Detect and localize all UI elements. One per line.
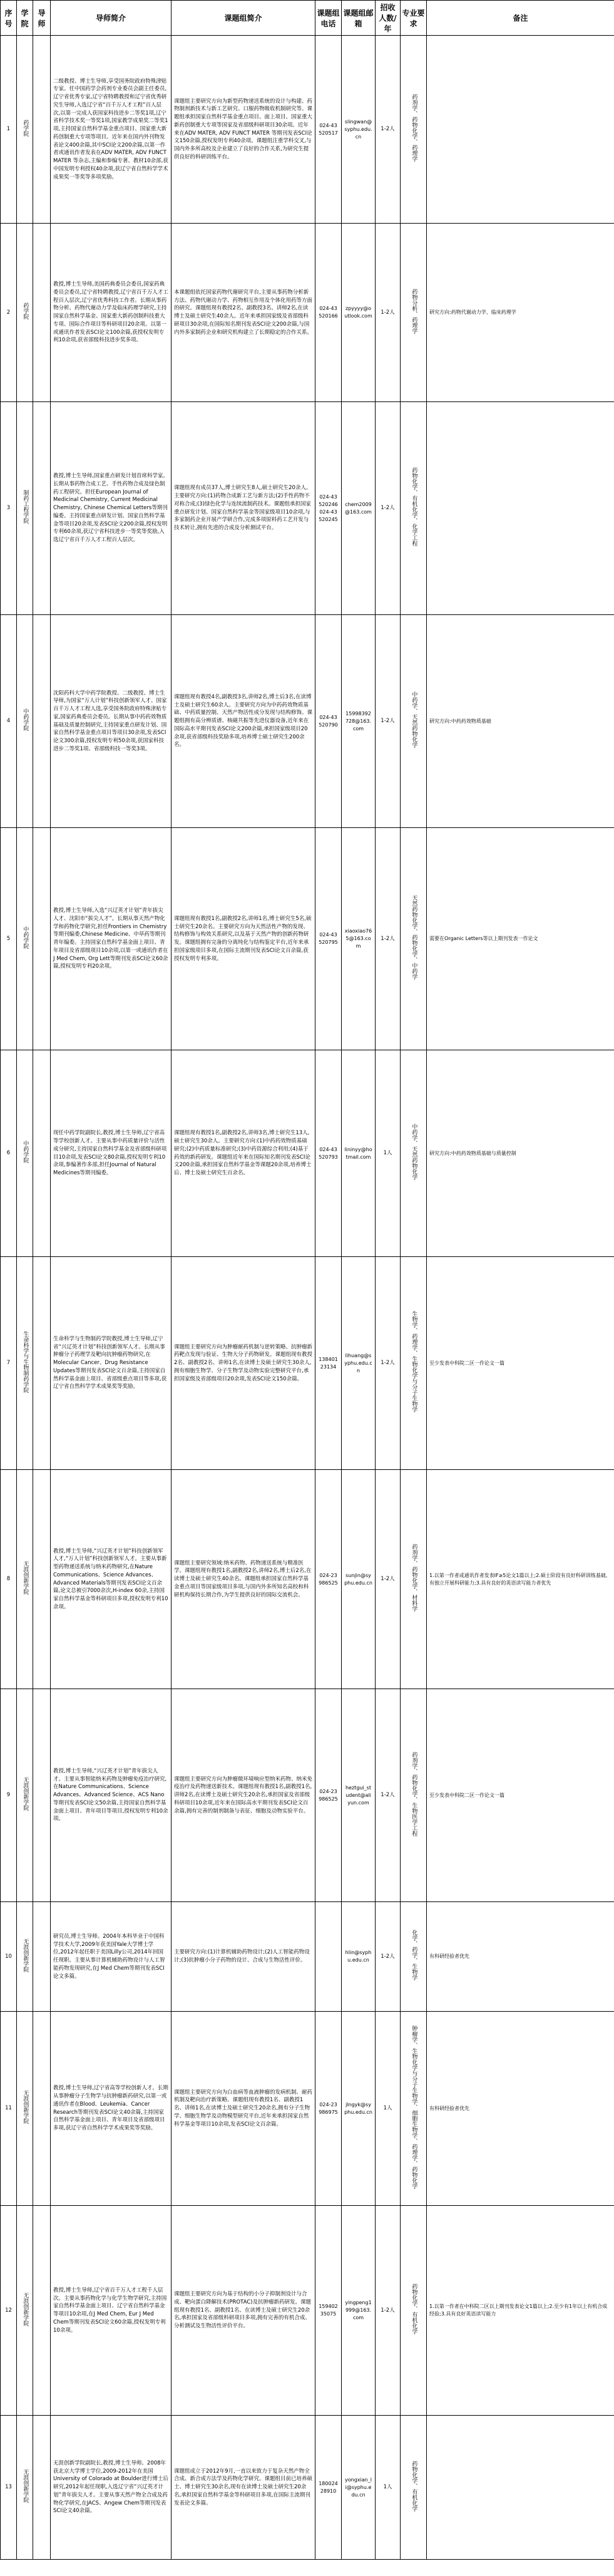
- row-college: 无涯创新学院: [22, 1777, 29, 1811]
- row-group-intro: 课题组现有成员37人,博士研究生8人,硕士研究生20余人。主要研究方向:(1)药物合成新工艺与新方法;(2)手性药物不对称合成;(3)绿色化学与连续流制药技术。课题组承担国家重点研发计划、国家自然科学基金等国家级项目10余项,与多家制药企业开展产学研合作,完成多项原料药工艺开发与技术转让,拥有先进的合成及分析测试平台。: [171, 402, 315, 615]
- row-major: 天然药物化学、药物化学、中药学: [411, 895, 417, 980]
- header-phone: 课题组电话: [315, 1, 342, 36]
- row-college-cell: [17, 2012, 33, 2206]
- row-major: 药剂学、药物化学、材料学: [411, 1544, 417, 1612]
- row-college-cell: [17, 1902, 33, 2012]
- row-advisor-intro: 生命科学与生物制药学院教授,博士生导师,辽宁省“兴辽英才计划”科技创新领军人才。长期从事肿瘤分子药理学及靶向抗肿瘤药物研究,在Molecular Cancer、Drug Resistance Updates等期刊发表SCI论文百余篇,主持国家自然科学基金面上项目、省部级重点项目等多项,获辽宁省自然科学学术成果奖等奖励。: [51, 1257, 171, 1470]
- row-note: 研究方向:中药药效物质基础与质量控制: [427, 1050, 614, 1257]
- table-row: [1, 224, 614, 402]
- row-college-cell: [17, 2416, 33, 2560]
- row-college-cell: [17, 1050, 33, 1257]
- row-advisor-cell: [33, 1470, 51, 1689]
- table-row: [1, 2416, 614, 2560]
- row-note: [427, 402, 614, 615]
- header-advisor-intro: 导师简介: [51, 1, 171, 36]
- row-college-cell: [17, 615, 33, 828]
- row-group-intro: 主要研究方向:(1)计算机辅助药物设计;(2)人工智能药物设计;(3)抗肿瘤小分子药物的设计、合成与生物活性评价。: [171, 1902, 315, 2012]
- row-note: 研究方向:药物代谢动力学、临床药理学: [427, 224, 614, 402]
- header-note: 备注: [427, 1, 614, 36]
- row-major-cell: [401, 615, 427, 828]
- header-row: [1, 1, 614, 36]
- table-body: [1, 36, 614, 2560]
- row-note: [427, 2416, 614, 2560]
- row-college: 中药学院: [22, 926, 29, 949]
- row-college: 中药学院: [22, 1141, 29, 1164]
- row-phone: 024-43520166: [315, 224, 342, 402]
- row-major-cell: [401, 36, 427, 224]
- row-college: 无涯创新学院: [22, 1938, 29, 1972]
- row-email: slingwan@syphu.edu.cn: [342, 36, 376, 224]
- row-quota: 1人: [376, 2416, 401, 2560]
- row-quota: 1-2人: [376, 1902, 401, 2012]
- row-major-cell: [401, 1257, 427, 1470]
- row-email: hlin@syphu.edu.cn: [342, 1902, 376, 2012]
- row-note: 有科研经验者优先: [427, 1902, 614, 2012]
- row-advisor-cell: [33, 2012, 51, 2206]
- row-number: 9: [1, 1689, 17, 1902]
- row-quota: 1人: [376, 2012, 401, 2206]
- row-college: 药学院: [22, 303, 29, 320]
- row-major-cell: [401, 2012, 427, 2206]
- row-major: 生物学、药理学、生物化学与分子生物学: [411, 1311, 417, 1413]
- row-note: 有科研经验者优先: [427, 2012, 614, 2206]
- row-quota: 1-2人: [376, 36, 401, 224]
- row-advisor-intro: 教授,博士生导师,国家重点研发计划首席科学家。长期从事药物合成工艺、手性药物合成及绿色制药工程研究。担任European Journal of Medicinal Chemistry, Current Medicinal Chemistry, Chinese Chemical Letters等期刊编委。主持国家重点研发计划、国家自然科学基金等项目20余项,发表SCI论文200余篇,授权发明专利60余项,获辽宁省科技进步一等奖等奖励,入选辽宁省百千万人才工程百人层次。: [51, 402, 171, 615]
- row-quota: 1-2人: [376, 615, 401, 828]
- table-row: [1, 1050, 614, 1257]
- table-row: [1, 36, 614, 224]
- row-major: 肿瘤学、生物化学与分子生物学、细胞生物学、药理学、药物化学: [411, 2025, 417, 2189]
- row-phone: 024-43520246 024-43520245: [315, 402, 342, 615]
- row-advisor-intro: 研究员,博士生导师。2004年本科毕业于中国科学技术大学,2009年获美国Yale大学博士学位,2012年起任职于美国Lilly公司,2014年回国任现职。主要从事计算机辅助药物设计与人工智能药物发现研究,在J Med Chem等期刊发表SCI论文多篇。: [51, 1902, 171, 2012]
- row-advisor-cell: [33, 1257, 51, 1470]
- row-group-intro: 课题组主要研究方向为白血病等血液肿瘤的发病机制、耐药机制及靶向治疗新策略。课题组现有教授1名、副教授1名、讲师1名,在读博士及硕士研究生20余名,拥有分子生物学、细胞生物学及动物模型研究平台,近年来承担国家自然科学基金等项目10余项,发表SCI论文百余篇。: [171, 2012, 315, 2206]
- row-email: sunjin@syphu.edu.cn: [342, 1470, 376, 1689]
- row-advisor-intro: 现任中药学院副院长,教授,博士生导师,辽宁省高等学校创新人才。主要从事中药质量评价与活性成分研究,主持国家自然科学基金及省部级科研项目10余项,发表SCI论文80余篇,授权发明专利10余项,参编著作多部,担任Journal of Natural Medicines等期刊编委。: [51, 1050, 171, 1257]
- table-row: [1, 1470, 614, 1689]
- row-advisor-cell: [33, 1050, 51, 1257]
- row-group-intro: 课题组成立于2012年9月,一直以来致力于复杂天然产物全合成、新合成方法学及药物化学研究。课题组目前已培养硕士、博士研究生30余名,现有在读博士及硕士研究生20余名,承担国家自然科学基金等科研项目多项,在国际主流期刊发表论文多篇。: [171, 2416, 315, 2560]
- row-advisor-intro: 教授,博士生导师,“兴辽英才计划”青年拔尖人才。主要从事智能纳米药物及肿瘤免疫治疗研究,在Nature Communications、Science Advances、Advanced Science、ACS Nano等期刊发表SCI论文50余篇,主持国家自然科学基金面上项目、青年项目等项目,授权发明专利10余项。: [51, 1689, 171, 1902]
- row-advisor-intro: 教授,博士生导师,辽宁省高等学校创新人才。长期从事肿瘤分子生物学与抗肿瘤新药研究,以第一或通讯作者在Blood、Leukemia、Cancer Research等期刊发表SCI论文40余篇,主持国家自然科学基金面上项目、青年项目及省部级项目多项,获辽宁省自然科学学术成果奖等奖励。: [51, 2012, 171, 2206]
- row-major-cell: [401, 828, 427, 1050]
- row-advisor-intro: 沈阳药科大学中药学院教授、二级教授、博士生导师,为国家“万人计划”科技创新领军人才、国家百千万人才工程人选,享受国务院政府特殊津贴专家,国家药典委员会委员。长期从事中药药效物质基础及质量控制研究,主持国家重点研发计划、国家自然科学基金重点项目等项目30余项,发表SCI论文300余篇,授权发明专利50余项,获国家科技进步二等奖1项、省部级科技一等奖3项。: [51, 615, 171, 828]
- row-group-intro: 课题组现有教授1名,副教授2名,讲师1名,博士研究生5名,硕士研究生20余名。主要研究方向为天然活性产物的发现、结构修饰与构效关系研究,以及基于天然产物的创新药物研发。课题组拥有完备的分离纯化与结构鉴定平台,近年来承担国家级项目多项,在国际主流期刊发表SCI论文百余篇,获授权发明专利多项。: [171, 828, 315, 1050]
- row-number: 7: [1, 1257, 17, 1470]
- row-quota: 1-2人: [376, 402, 401, 615]
- row-major: 中药学、天然药物化学: [411, 1124, 417, 1181]
- row-email: zpyyyy@outlook.com: [342, 224, 376, 402]
- row-phone: 15940235075: [315, 2206, 342, 2416]
- row-phone: 024-43520790: [315, 615, 342, 828]
- row-college-cell: [17, 828, 33, 1050]
- row-quota: 1-2人: [376, 1689, 401, 1902]
- row-number: 10: [1, 1902, 17, 2012]
- row-college: 无涯创新学院: [22, 2090, 29, 2124]
- row-phone: 024-43520793: [315, 1050, 342, 1257]
- header-advisor: 导师: [33, 1, 51, 36]
- header-major: 专业要求: [401, 1, 427, 36]
- row-number: 8: [1, 1470, 17, 1689]
- row-phone: 024-23986975: [315, 2012, 342, 2206]
- row-group-intro: 课题组主要研究方向为肿瘤耐药机制与逆转策略、抗肿瘤新药靶点发现与验证、生物大分子药物研发。课题组现有教授2名、副教授2名、讲师1名,在读博士及硕士研究生30余人,拥有细胞生物学、分子生物学及动物实验完整研究平台,承担国家级及省部级项目20余项,发表SCI论文150余篇。: [171, 1257, 315, 1470]
- row-advisor-cell: [33, 402, 51, 615]
- row-number: 11: [1, 2012, 17, 2206]
- row-quota: 1-2人: [376, 224, 401, 402]
- row-college: 无涯创新学院: [22, 1561, 29, 1595]
- row-advisor-cell: [33, 828, 51, 1050]
- row-major: 化学、药学、生物学: [411, 1930, 417, 1981]
- row-group-intro: 课题组主要研究方向为基于结构的小分子抑制剂设计与合成、靶向蛋白降解技术(PROTAC)及抗肿瘤新药研发。课题组现有教授1名、副教授1名、在读博士及硕士研究生20余名,承担国家及省部级科研项目多项,拥有完善的有机合成、分析测试及生物活性评价平台。: [171, 2206, 315, 2416]
- row-phone: 024-23986525: [315, 1689, 342, 1902]
- row-major: 药剂学、药物化学、药理学: [411, 94, 417, 162]
- row-note: 1.以第一作者或通讯作者发表IF≥5论文1篇以上;2.硕士阶段有良好科研训练基础,有独立开展科研能力;3.具有良好的英语读写能力者优先: [427, 1470, 614, 1689]
- row-college: 无涯创新学院: [22, 2292, 29, 2326]
- row-quota: 1-2人: [376, 1257, 401, 1470]
- row-major-cell: [401, 224, 427, 402]
- row-note: [427, 36, 614, 224]
- row-number: 12: [1, 2206, 17, 2416]
- row-advisor-cell: [33, 36, 51, 224]
- row-email: heztgui_student@aliyun.com: [342, 1689, 376, 1902]
- row-major-cell: [401, 1470, 427, 1689]
- row-college: 无涯创新学院: [22, 2469, 29, 2503]
- row-major-cell: [401, 1050, 427, 1257]
- row-group-intro: 本课题组依托国家药物代谢研究平台,主要从事药物分析新方法、药物代谢动力学、药物相互作用及个体化用药等方面的研究。课题组现有教授2名、副教授3名、讲师2名,在读博士及硕士研究生40余人。近年来承担国家级及省部级科研项目30余项,在国际知名期刊发表SCI论文200余篇,与国内外多家制药企业和研究机构建立了长期稳定的合作关系。: [171, 224, 315, 402]
- header-no: 序号: [1, 1, 17, 36]
- table-row: [1, 2012, 614, 2206]
- table-row: [1, 2206, 614, 2416]
- row-major: 药剂学、药物化学、生物医学工程: [411, 1751, 417, 1836]
- row-quota: 1人: [376, 1050, 401, 1257]
- row-major-cell: [401, 2206, 427, 2416]
- row-email: yingpeng1999@163.com: [342, 2206, 376, 2416]
- row-group-intro: 课题组主要研究方向为新型药物递送系统的设计与构建、药物制剂新技术与新工艺研究、口服药物吸收机制研究等。课题组承担国家自然科学基金重点项目、面上项目、国家重大新药创制重大专项等国家及省部级科研项目30余项。近年来在ADV MATER, ADV FUNCT MATER 等期刊发表SCI论文150余篇,授权发明专利40余项。课题组注重学科交叉,与国内外多所高校及企业建立了良好的合作关系,为研究生提供良好的科研训练平台。: [171, 36, 315, 224]
- row-number: 1: [1, 36, 17, 224]
- row-college-cell: [17, 224, 33, 402]
- row-advisor-cell: [33, 2416, 51, 2560]
- header-quota: 招收人数/年: [376, 1, 401, 36]
- row-advisor-cell: [33, 1902, 51, 2012]
- header-group-intro: 课题组简介: [171, 1, 315, 36]
- row-number: 3: [1, 402, 17, 615]
- row-number: 6: [1, 1050, 17, 1257]
- row-number: 5: [1, 828, 17, 1050]
- row-quota: 1-2人: [376, 1470, 401, 1689]
- row-advisor-intro: 教授,博士生导师,美国药典委员会委员,国家药典委员会委员,辽宁省特聘教授,辽宁省百千万人才工程百人层次,辽宁省优秀科技工作者。长期从事药物分析、药物代谢动力学及临床药理学研究,主持国家自然科学基金、国家重大新药创制科技重大专项、国际合作项目等科研项目20余项。以第一或通讯作者发表SCI论文100余篇,获授权发明专利10余项,获省部级科技进步奖多项。: [51, 224, 171, 402]
- table-row: [1, 615, 614, 828]
- row-college-cell: [17, 2206, 33, 2416]
- table-row: [1, 1902, 614, 2012]
- row-advisor-cell: [33, 615, 51, 828]
- row-phone: 18002428910: [315, 2416, 342, 2560]
- row-group-intro: 课题组主要研究领域:纳米药物、药物递送系统与精准医学。课题组现有教授1名,副教授2名,讲师2名,博士后2名,在读博士及硕士研究生40余名。课题组承担国家自然科学基金重点项目等国家级项目多项,与国内外多所知名高校和科研机构保持长期合作,为学生提供良好的国际交流机会。: [171, 1470, 315, 1689]
- row-advisor-intro: 教授,博士生导师,入选“兴辽英才计划”青年拔尖人才、沈阳市“拔尖人才”。长期从事天然产物化学和药物化学研究,担任Frontiers in Chemistry等期刊编委,Chinese Medicine、中草药等期刊青年编委。主持国家自然科学基金面上项目、青年项目及省部级项目10余项,以第一或通讯作者在J Med Chem, Org Lett等期刊发表SCI论文60余篇,授权发明专利20余项。: [51, 828, 171, 1050]
- row-email: lihuang@syphu.edu.cn: [342, 1257, 376, 1470]
- row-number: 13: [1, 2416, 17, 2560]
- row-email: chem2009@163.com: [342, 402, 376, 615]
- row-note: 至少发表中科院二区一作论文一篇: [427, 1257, 614, 1470]
- row-note: 研究方向:中药药效物质基础: [427, 615, 614, 828]
- table-row: [1, 1257, 614, 1470]
- table-row: [1, 828, 614, 1050]
- table-row: [1, 1689, 614, 1902]
- header-college: 学院: [17, 1, 33, 36]
- row-college-cell: [17, 1689, 33, 1902]
- row-major-cell: [401, 1689, 427, 1902]
- row-major: 药物分析、药理学: [411, 288, 417, 334]
- row-phone: 024-23986525: [315, 1470, 342, 1689]
- row-group-intro: 课题组主要研究方向为肿瘤微环境响应型纳米药物、纳米免疫治疗及药物递送新技术。课题组现有教授1名,副教授1名,讲师2名,在读博士及硕士研究生20余名,承担国家及省部级科研项目10余项,近年来在国际高水平期刊发表SCI论文百余篇,拥有完善的制剂制备与表征、细胞及动物实验平台。: [171, 1689, 315, 1902]
- row-note: 至少发表中科院二区一作论文一篇: [427, 1689, 614, 1902]
- row-group-intro: 课题组现有教授4名,副教授3名,讲师2名,博士后3名,在读博士及硕士研究生60余人。主要研究方向为中药药效物质基础、中药质量控制、天然产物活性成分发现与结构修饰。课题组拥有高分辨质谱、核磁共振等先进仪器设备,近年来在国际高水平期刊发表SCI论文200余篇,承担国家级项目20余项,获省部级科技奖励多项,培养博士硕士研究生200余名。: [171, 615, 315, 828]
- row-advisor-intro: 二级教授、博士生导师,享受国务院政府特殊津贴专家。任中国药学会药剂专业委员会副主任委员,辽宁省优秀专家,辽宁省特聘教授和辽宁省优秀研究生导师,入选辽宁省“百千万人才工程”百人层次,以第一完成人获国家科技进步二等奖1项,辽宁省科学技术奖一等奖1项,国家教学成果奖二等奖1项,主持国家自然科学基金重点项目、国家重大新药创制重大专项等项目。近年来在国内外刊物发表论文400余篇,其中SCI论文200余篇,以第一作者或通讯作者发表在ADV MATER, ADV FUNCT MATER 等杂志,主编和参编专著、教材10余部,获中国发明专利授权40余项,获辽宁省自然科学学术成果奖一等奖等多项奖励。: [51, 36, 171, 224]
- row-advisor-intro: 无涯创新学院副院长,教授,博士生导师。2008年获北京大学博士学位,2009-2012年在美国University of Colorado at Boulder进行博士后研究,2012年起任现职,入选辽宁省“兴辽英才计划”青年拔尖人才。主要从事天然产物全合成及药物化学研究,在JACS、Angew Chem等期刊发表SCI论文40余篇。: [51, 2416, 171, 2560]
- row-college-cell: [17, 1470, 33, 1689]
- row-advisor-intro: 教授,博士生导师,“兴辽英才计划”科技创新领军人才,“万人计划”科技创新领军人才。主要从事新型药物递送系统与纳米药物研究,在Nature Communications、Science Advances、Advanced Materials等期刊发表SCI论文百余篇,论文总被引7000余次,H-index 60余,主持国家自然科学基金等科研项目多项,授权发明专利10余项。: [51, 1470, 171, 1689]
- header-email: 课题组邮箱: [342, 1, 376, 36]
- row-major: 药物化学、有机化学、化学工程: [411, 467, 417, 547]
- row-number: 2: [1, 224, 17, 402]
- row-advisor-intro: 教授,博士生导师,辽宁省百千万人才工程千人层次。主要从事药物化学与化学生物学研究,主持国家自然科学基金面上项目、辽宁省自然科学基金等项目10余项,在J Med Chem, Eur J Med Chem等期刊发表SCI论文60余篇,授权发明专利10余项。: [51, 2206, 171, 2416]
- row-major: 药物化学、有机化学: [411, 2460, 417, 2511]
- row-phone: [315, 1902, 342, 2012]
- row-college: 药学院: [22, 119, 29, 137]
- row-number: 4: [1, 615, 17, 828]
- row-college: 制药工程学院: [22, 490, 29, 524]
- row-email: jlngyk@syphu.edu.cn: [342, 2012, 376, 2206]
- row-advisor-cell: [33, 1689, 51, 1902]
- row-college-cell: [17, 402, 33, 615]
- row-note: 需要在Organic Letters等以上期刊发表一作论文: [427, 828, 614, 1050]
- row-phone: 024-43520795: [315, 828, 342, 1050]
- row-note: 1.以第一作者在中科院二区以上期刊发表论文1篇以上;2.至少有1年以上有机合成经验;3.具有良好英语读写能力: [427, 2206, 614, 2416]
- row-email: yongxian_li@syphu.edu.cn: [342, 2416, 376, 2560]
- row-college: 中药学院: [22, 708, 29, 732]
- row-major-cell: [401, 1902, 427, 2012]
- row-group-intro: 课题组现有教授1名,副教授2名,讲师3名,博士研究生13人,硕士研究生30余人。主要研究方向:(1)中药药效物质基础研究;(2)中药质量标准研究;(3)中药资源综合利用;(4)基于药效的新药研发。课题组近年来在国际知名期刊发表SCI论文200余篇,承担国家自然科学基金等课题20余项,培养博士后、博士及硕士研究生百余名。: [171, 1050, 315, 1257]
- row-advisor-cell: [33, 224, 51, 402]
- row-college-cell: [17, 36, 33, 224]
- row-quota: 1-2人: [376, 828, 401, 1050]
- row-college-cell: [17, 1257, 33, 1470]
- row-phone: 024-43520517: [315, 36, 342, 224]
- row-major: 中药学、天然药物化学: [411, 691, 417, 748]
- row-college: 生命科学与生物制药学院: [22, 1330, 29, 1393]
- row-major-cell: [401, 2416, 427, 2560]
- row-advisor-cell: [33, 2206, 51, 2416]
- row-email: lininyy@hotmail.com: [342, 1050, 376, 1257]
- row-email: xiaoxiao765@163.com: [342, 828, 376, 1050]
- row-quota: 1-2人: [376, 2206, 401, 2416]
- row-major: 药物化学、有机化学: [411, 2284, 417, 2335]
- row-email: 15998392728@163.com: [342, 615, 376, 828]
- row-phone: 13840123134: [315, 1257, 342, 1470]
- table-row: [1, 402, 614, 615]
- row-major-cell: [401, 402, 427, 615]
